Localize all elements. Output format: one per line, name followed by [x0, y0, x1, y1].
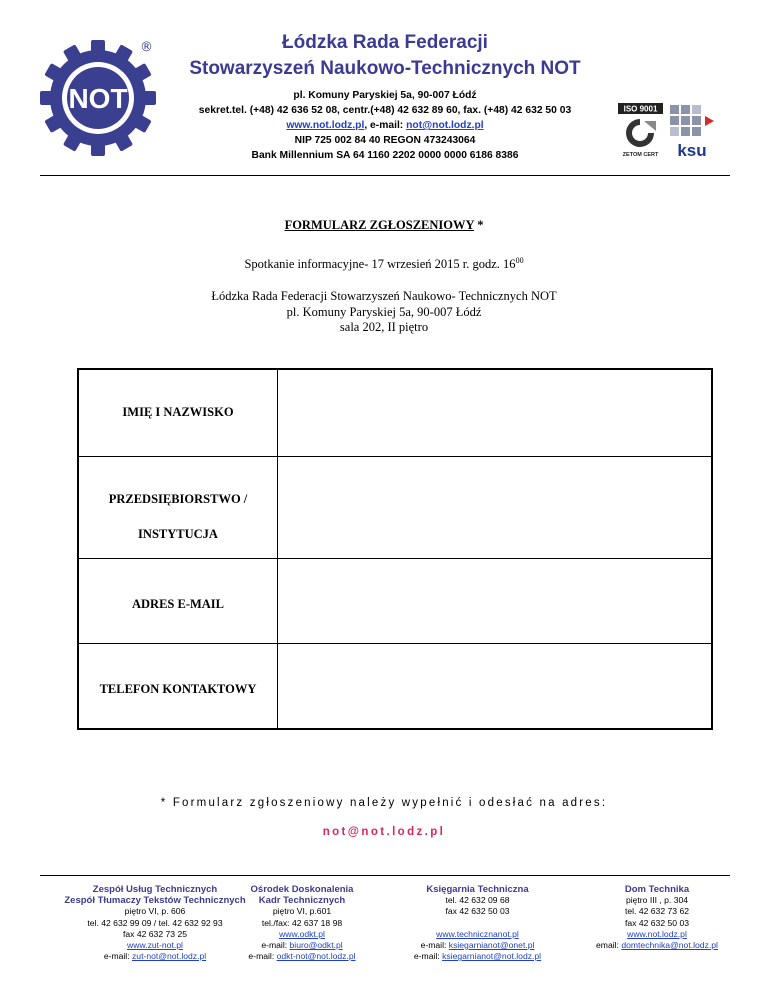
name-input-field[interactable] — [279, 372, 711, 454]
email-prefix: e-mail: — [420, 940, 449, 950]
form-title — [0, 218, 768, 233]
logo-text: NOT — [68, 83, 128, 114]
form-title-star: * — [474, 218, 484, 232]
footer-zut-l2: tel. 42 632 99 09 / tel. 42 632 92 93 — [87, 917, 223, 928]
org-title-line1: Łódzka Rada Federacji — [282, 32, 488, 53]
footer-odkt-email1[interactable]: biuro@odkt.pl — [289, 940, 343, 951]
footer-dom-l3: fax 42 632 50 03 — [624, 917, 690, 928]
email-prefix: e-mail: — [103, 951, 132, 962]
footer-zut-www[interactable]: www.zut-not.pl — [127, 940, 183, 951]
footer-odkt-head1: Ośrodek Doskonalenia — [250, 884, 354, 895]
footer-zut-l1: piętro VI, p. 606 — [124, 906, 186, 917]
row-divider — [79, 558, 711, 559]
ksu-label: ksu — [677, 141, 707, 159]
footer-odkt-head2: Kadr Technicznych — [258, 895, 346, 907]
iso-sub: ZETOM CERT — [622, 152, 659, 158]
email-link[interactable]: not@not.lodz.pl — [406, 120, 484, 131]
footer-ksiegarnia-email1-line — [400, 940, 555, 951]
footer-ksiegarnia-head: Księgarnia Techniczna — [426, 884, 529, 895]
footer-odkt-email2[interactable]: odkt-not@not.lodz.pl — [276, 951, 356, 962]
gear-logo-icon — [38, 38, 158, 158]
footer-ksiegarnia-www[interactable]: www.technicznanot.pl — [436, 928, 519, 939]
meeting-time-sup: 00 — [515, 256, 524, 265]
footer-odkt-l1: piętro VI, p.601 — [272, 906, 332, 917]
venue-line3: sala 202, II piętro — [339, 320, 429, 334]
label-name: IMIĘ I NAZWISKO — [122, 405, 234, 419]
email-input-field[interactable] — [279, 560, 711, 641]
footer-dom-technika — [582, 884, 732, 951]
footer-zut-email[interactable]: zut-not@not.lodz.pl — [132, 951, 207, 962]
company-input-field[interactable] — [279, 458, 711, 556]
contact-block — [160, 88, 610, 163]
label-email: ADRES E-MAIL — [131, 597, 225, 611]
footer-dom-head: Dom Technika — [624, 884, 690, 895]
website-link[interactable]: www.not.lodz.pl — [286, 120, 365, 131]
footer-ksiegarnia-l1: tel. 42 632 09 68 — [445, 895, 510, 906]
footer-odkt-l2: tel./fax: 42 637 18 98 — [261, 917, 343, 928]
column-divider — [277, 370, 278, 728]
footer-ksiegarnia-l2: fax 42 632 50 03 — [445, 906, 510, 917]
footer-dom-l2: tel. 42 632 73 62 — [624, 906, 690, 917]
footer-divider — [40, 875, 730, 876]
footer-dom-email-line — [582, 940, 732, 951]
footer-dom-email[interactable]: domtechnika@not.lodz.pl — [621, 940, 718, 951]
footer-zut-l3: fax 42 632 73 25 — [122, 928, 188, 939]
label-company-line2: INSTYTUCJA — [138, 527, 218, 541]
label-phone: TELEFON KONTAKTOWY — [99, 682, 257, 696]
web-email-line — [160, 118, 610, 133]
submission-email-link[interactable]: not@not.lodz.pl — [322, 826, 446, 838]
footer-ksiegarnia — [400, 884, 555, 962]
footer-zut — [50, 884, 260, 962]
footer-ksiegarnia-email2-line — [400, 951, 555, 962]
not-logo — [38, 38, 158, 158]
nip-regon: NIP 725 002 84 40 REGON 473243064 — [294, 135, 476, 146]
phone-input-field[interactable] — [279, 645, 711, 728]
footer-zut-head2: Zespół Tłumaczy Tekstów Technicznych — [64, 895, 246, 907]
footer-zut-email-line — [50, 951, 260, 962]
footer-odkt-email1-line — [232, 940, 372, 951]
meeting-info — [0, 256, 768, 272]
row-divider — [79, 456, 711, 457]
registered-mark: ® — [140, 40, 153, 55]
header-divider — [40, 175, 730, 176]
bank-account: Bank Millennium SA 64 1160 2202 0000 0000 6186 8386 — [251, 150, 519, 161]
venue-info — [0, 289, 768, 336]
form-title-text: FORMULARZ ZGŁOSZENIOWY — [284, 218, 475, 232]
meeting-text: Spotkanie informacyjne- 17 wrzesień 2015 r. godz. 16 — [244, 257, 516, 271]
email-prefix: e-mail: — [248, 951, 277, 962]
footer-odkt — [232, 884, 372, 962]
venue-line1: Łódzka Rada Federacji Stowarzyszeń Naukowo- Technicznych NOT — [211, 289, 557, 303]
email-prefix: e-mail: — [413, 951, 443, 962]
row-divider — [79, 643, 711, 644]
email-label: , e-mail: — [364, 120, 407, 131]
submission-note: * Formularz zgłoszeniowy należy wypełnić i odesłać na adres: — [160, 797, 608, 809]
label-company-line1: PRZEDSIĘBIORSTWO / — [108, 492, 248, 506]
venue-line2: pl. Komuny Paryskiej 5a, 90-007 Łódź — [286, 304, 482, 319]
spacer — [400, 918, 555, 929]
address: pl. Komuny Paryskiej 5a, 90-007 Łódź — [293, 90, 477, 101]
footer-dom-www[interactable]: www.not.lodz.pl — [627, 928, 687, 939]
email-prefix: e-mail: — [261, 940, 290, 951]
footer-ksiegarnia-email1[interactable]: ksiegarnianot@onet.pl — [448, 940, 535, 950]
email-prefix: email: — [596, 940, 622, 951]
ksu-badge — [668, 103, 718, 159]
footer-odkt-www[interactable]: www.odkt.pl — [279, 928, 325, 939]
footer-ksiegarnia-email2[interactable]: ksiegarnianot@not.lodz.pl — [442, 951, 542, 962]
footer-dom-l1: piętro III , p. 304 — [625, 895, 689, 906]
registration-form-table — [77, 368, 713, 730]
phones: sekret.tel. (+48) 42 636 52 08, centr.(+48) 42 632 89 60, fax. (+48) 42 632 50 03 — [198, 105, 572, 116]
footer-zut-head1: Zespół Usług Technicznych — [92, 884, 218, 895]
iso-label: ISO 9001 — [623, 104, 658, 114]
org-title-line2: Stowarzyszeń Naukowo-Technicznych NOT — [189, 58, 581, 79]
iso-9001-badge — [618, 103, 663, 159]
footer-odkt-email2-line — [232, 951, 372, 962]
